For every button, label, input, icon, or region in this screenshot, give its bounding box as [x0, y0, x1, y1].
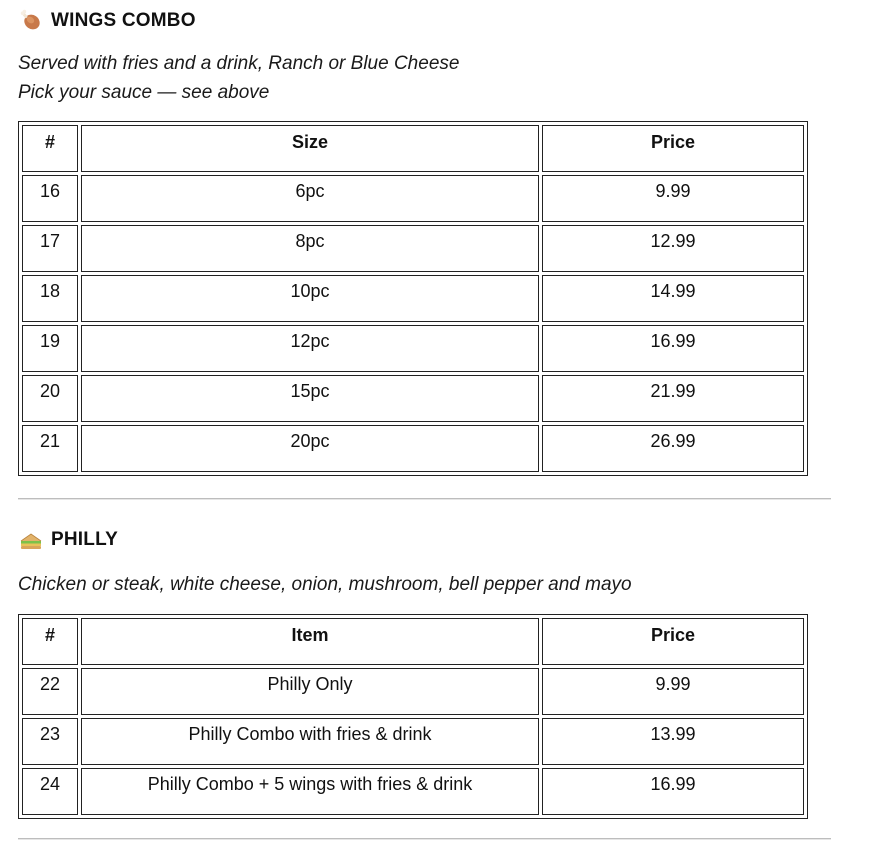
item-number: 17	[22, 225, 78, 272]
item-size: 10pc	[81, 275, 539, 322]
item-size: 6pc	[81, 175, 539, 222]
wings-combo-section	[18, 6, 831, 476]
table-row	[22, 668, 804, 715]
column-header-item: Item	[81, 618, 539, 665]
section-divider	[18, 838, 831, 840]
table-row	[22, 425, 804, 472]
table-row	[22, 325, 804, 372]
philly-title: PHILLY	[51, 529, 119, 550]
item-number: 21	[22, 425, 78, 472]
item-price: 14.99	[542, 275, 804, 322]
wings-description-line-2: Pick your sauce — see above	[18, 82, 270, 103]
table-row	[22, 225, 804, 272]
item-price: 13.99	[542, 718, 804, 765]
philly-description: Chicken or steak, white cheese, onion, mushroom, bell pepper and mayo	[18, 574, 632, 595]
column-header-price: Price	[542, 125, 804, 172]
table-row	[22, 275, 804, 322]
item-price: 9.99	[542, 175, 804, 222]
item-name: Philly Combo with fries & drink	[81, 718, 539, 765]
column-header-number: #	[22, 618, 78, 665]
column-header-price: Price	[542, 618, 804, 665]
column-header-number: #	[22, 125, 78, 172]
philly-title-row	[18, 525, 831, 555]
item-price: 12.99	[542, 225, 804, 272]
item-price: 16.99	[542, 768, 804, 815]
table-row	[22, 718, 804, 765]
item-price: 16.99	[542, 325, 804, 372]
item-number: 16	[22, 175, 78, 222]
philly-table	[18, 614, 808, 819]
item-size: 8pc	[81, 225, 539, 272]
item-size: 12pc	[81, 325, 539, 372]
table-row	[22, 375, 804, 422]
item-number: 22	[22, 668, 78, 715]
sandwich-icon	[18, 527, 44, 553]
section-divider	[18, 498, 831, 500]
item-price: 26.99	[542, 425, 804, 472]
item-price: 21.99	[542, 375, 804, 422]
wings-title: WINGS COMBO	[51, 10, 196, 31]
item-price: 9.99	[542, 668, 804, 715]
item-name: Philly Only	[81, 668, 539, 715]
table-header-row	[22, 125, 804, 172]
item-number: 18	[22, 275, 78, 322]
wings-title-row	[18, 6, 831, 36]
item-name: Philly Combo + 5 wings with fries & drink	[81, 768, 539, 815]
philly-section	[18, 525, 831, 819]
table-row	[22, 768, 804, 815]
column-header-size: Size	[81, 125, 539, 172]
wings-description-line-1: Served with fries and a drink, Ranch or Blue Cheese	[18, 53, 460, 74]
table-header-row	[22, 618, 804, 665]
chicken-leg-icon	[18, 8, 44, 34]
item-number: 19	[22, 325, 78, 372]
item-number: 20	[22, 375, 78, 422]
item-size: 15pc	[81, 375, 539, 422]
item-number: 24	[22, 768, 78, 815]
item-size: 20pc	[81, 425, 539, 472]
wings-table	[18, 121, 808, 476]
table-row	[22, 175, 804, 222]
item-number: 23	[22, 718, 78, 765]
